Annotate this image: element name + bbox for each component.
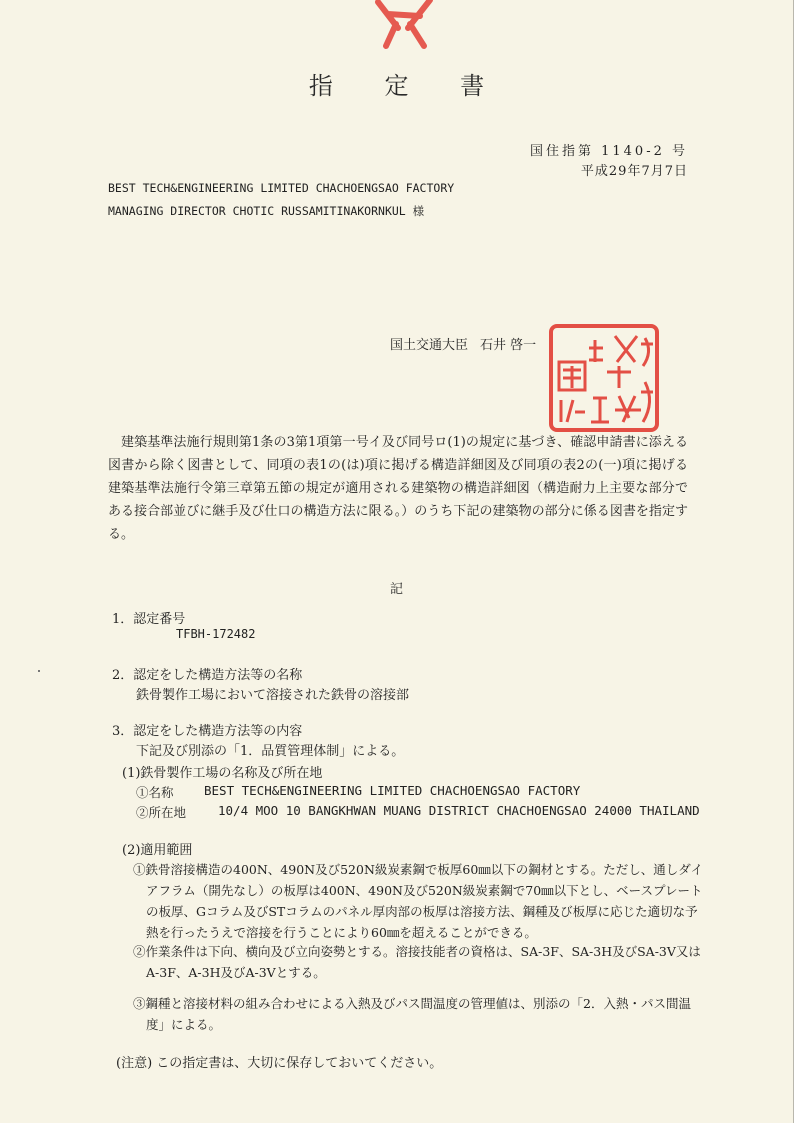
scope-item-2: ②作業条件は下向、横向及び立向姿勢とする。溶接技能者の資格は、SA-3F、SA-3H及びSA-3V又はA-3F、A-3H及びA-3Vとする。 <box>133 944 701 980</box>
scope-item-1: ①鉄骨溶接構造の400N、490N及び520N級炭素鋼で板厚60㎜以下の鋼材とする。ただし、通しダイアフラム（開先なし）の板厚は400N、490N及び520N級炭素鋼で70㎜以下とし、ベースプレートの板厚、Gコラム及びSTコラムのパネル厚肉部の板厚は溶接方法、鋼種及び板厚に応じた適切な予熱を行ったうえで溶接を行うことにより60㎜を超えることができる。 <box>133 862 704 940</box>
subsection-1-heading: (1)鉄骨製作工場の名称及び所在地 <box>122 766 323 781</box>
body-paragraph: 建築基準法施行規則第1条の3第1項第一号イ及び同号ロ(1)の規定に基づき、確認申請書に添える図書から除く図書として、同項の表1の(は)項に掲げる構造詳細図及び同項の表2の(一)項に掲げる建築基準法施行令第三章第五節の規定が適用される建築物の構造詳細図（構造耐力上主要な部分である接合部並びに継手及び仕口の構造方法に限る。）のうち下記の建築物の部分に係る図書を指定する。 <box>108 435 688 542</box>
section-2-value: 鉄骨製作工場において溶接された鉄骨の溶接部 <box>136 688 410 703</box>
factory-name-value: BEST TECH&ENGINEERING LIMITED CHACHOENGSAO FACTORY <box>204 783 581 798</box>
official-seal <box>545 322 663 434</box>
scope-item-3: ③鋼種と溶接材料の組み合わせによる入熱及びパス間温度の管理値は、別添の「2．入熱・パス間温度」による。 <box>133 996 691 1032</box>
factory-name-label: ①名称 <box>136 785 174 800</box>
margin-dot <box>38 670 40 672</box>
subsection-2-heading: (2)適用範囲 <box>122 843 193 858</box>
issue-date: 平成29年7月7日 <box>580 164 688 179</box>
section-3-value: 下記及び別添の「1．品質管理体制」による。 <box>136 744 405 759</box>
section-3-heading: 3．認定をした構造方法等の内容 <box>112 724 303 739</box>
issuer-name: 石井 啓一 <box>480 338 537 353</box>
issuer-line <box>390 334 548 353</box>
addressee-company: BEST TECH&ENGINEERING LIMITED CHACHOENGSAO FACTORY <box>108 181 455 195</box>
certification-number: TFBH-172482 <box>176 627 256 641</box>
top-red-stamp <box>368 0 440 50</box>
reference-number: 国住指第 1140-2 号 <box>529 144 688 159</box>
factory-location-label: ②所在地 <box>136 805 187 820</box>
section-1-heading: 1．認定番号 <box>112 612 186 627</box>
ki-heading: 記 <box>389 582 403 597</box>
section-2-heading: 2．認定をした構造方法等の名称 <box>112 668 303 683</box>
factory-location-value: 10/4 MOO 10 BANGKHWAN MUANG DISTRICT CHACHOENGSAO 24000 THAILAND <box>218 803 700 818</box>
caution-note: (注意) この指定書は、大切に保存しておいてください。 <box>116 1056 443 1071</box>
issuer-title: 国土交通大臣 <box>390 338 469 353</box>
addressee-person: MANAGING DIRECTOR CHOTIC RUSSAMITINAKORNKUL 様 <box>108 204 425 218</box>
document-title: 指 定 書 <box>308 72 507 100</box>
